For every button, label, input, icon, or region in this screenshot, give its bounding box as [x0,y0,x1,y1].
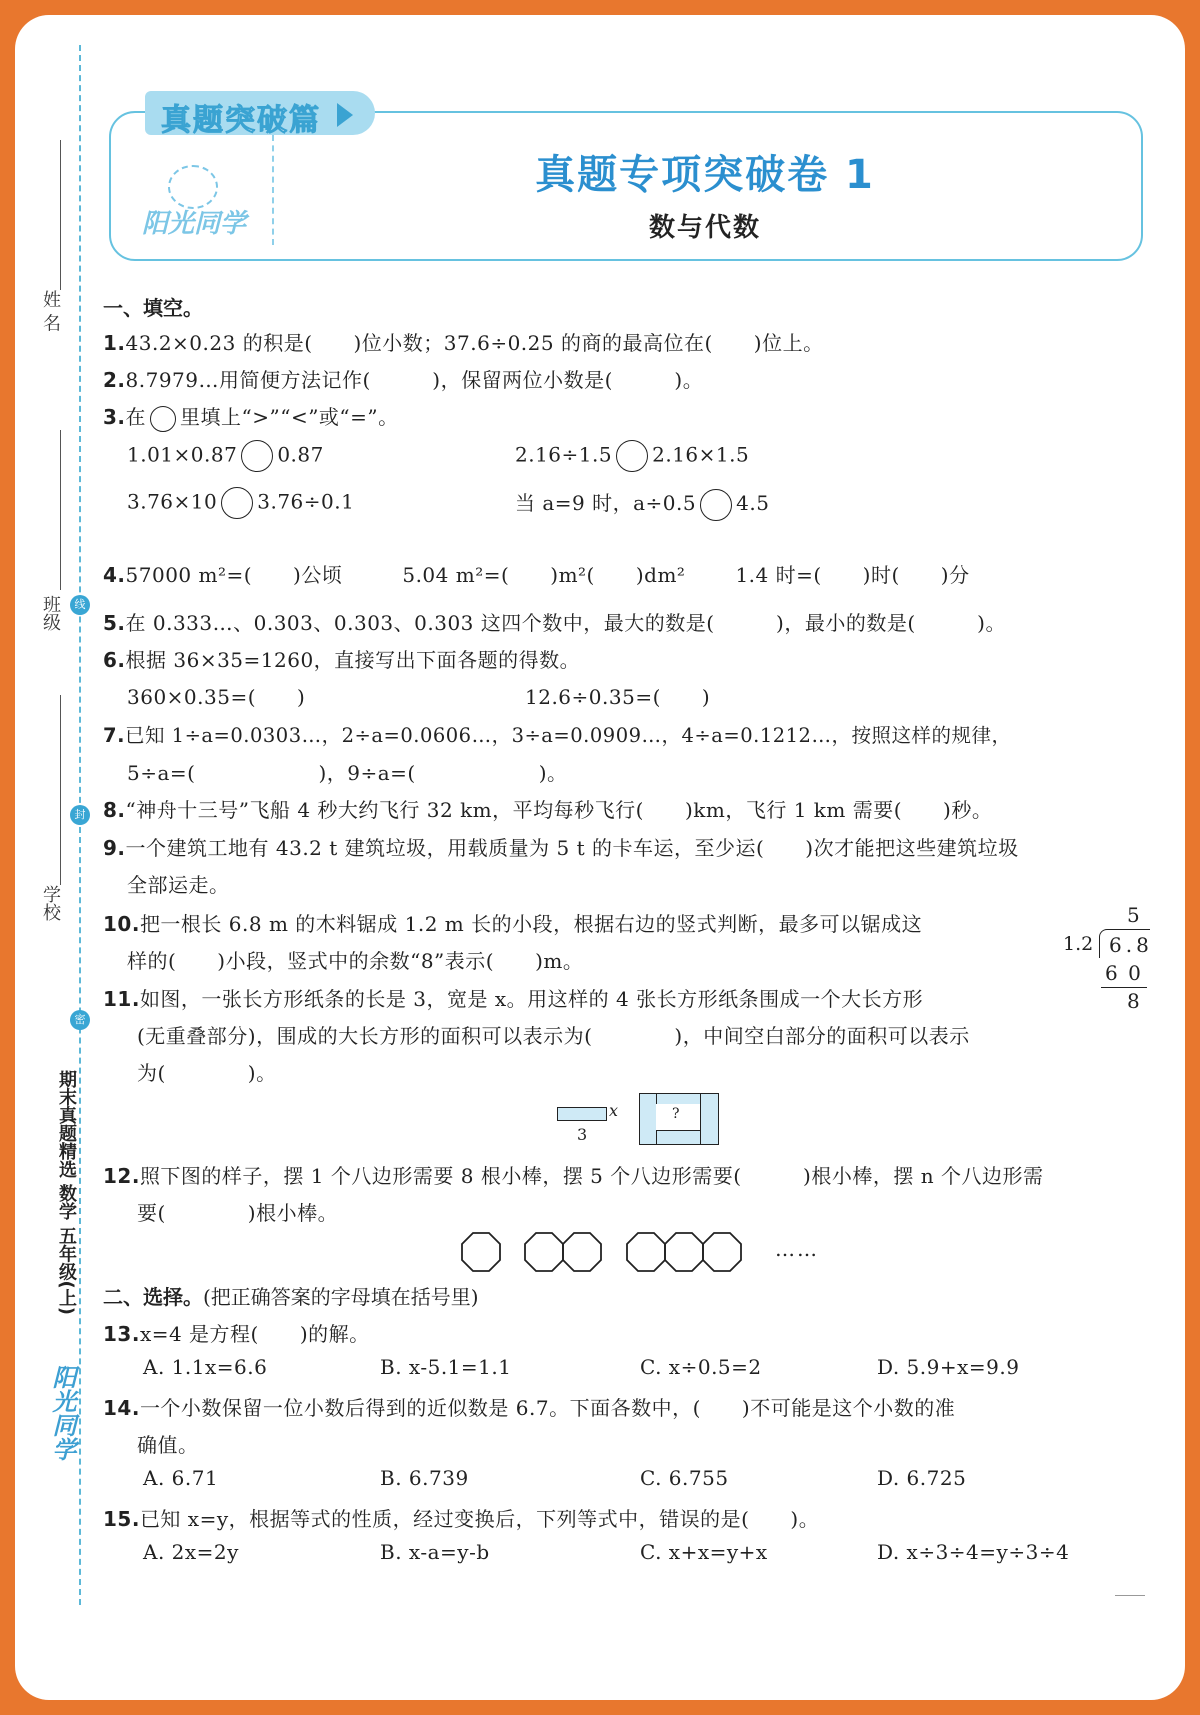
compare-item-3 [127,487,354,519]
question-text: 一个小数保留一位小数后得到的近似数是 6.7。下面各数中，( )不可能是这个小数的准 [139,1396,956,1420]
page-title: 真题专项突破卷 1 [535,152,875,198]
compare-left: 当 a=9 时，a÷0.5 [515,491,697,515]
question-8 [103,794,992,823]
division-quotient: 5 [1127,903,1140,927]
question-15 [103,1503,819,1532]
option-b[interactable]: B. 6.739 [380,1466,469,1490]
question-13 [103,1318,370,1347]
compare-item-4 [515,487,769,521]
question-number: 14. [103,1396,140,1420]
class-write-line [60,430,61,590]
seal-dot-mi: 密 [70,1010,90,1030]
seal-dot-xian: 线 [70,595,90,615]
option-c[interactable]: C. x+x=y+x [640,1540,768,1564]
octagon-shape [627,1233,665,1271]
question-part: 57000 m²=( )公顷 [125,563,343,587]
question-6-expr-2: 12.6÷0.35=( ) [525,685,711,709]
option-b[interactable]: B. x-a=y-b [380,1540,490,1564]
question-10 [103,908,922,937]
book-logo: 阳光同学 [48,1365,76,1461]
question-number: 7. [103,724,125,747]
option-d[interactable]: D. x÷3÷4=y÷3÷4 [877,1540,1070,1564]
octagon-shape [703,1233,741,1271]
question-7 [103,720,1011,748]
octagon-shape [525,1233,563,1271]
answer-circle[interactable] [221,487,253,519]
brand-logo [130,165,260,239]
octagon-shape [563,1233,601,1271]
question-6 [103,644,580,673]
question-number: 6. [103,648,126,672]
question-text-post: 里填上“>”“<”或“=”。 [180,405,399,429]
center-question-mark: ? [672,1106,680,1122]
option-d[interactable]: D. 5.9+x=9.9 [877,1355,1020,1379]
pattern-continue-dots: …… [775,1237,819,1261]
question-number: 12. [103,1164,140,1188]
question-7-line2: 5÷a=( )，9÷a=( )。 [127,761,568,785]
section-heading-choice [103,1281,479,1310]
compare-right: 4.5 [736,491,770,515]
question-text: x=4 是方程( )的解。 [139,1322,370,1346]
question-text: 如图，一张长方形纸条的长是 3，宽是 x。用这样的 4 张长方形纸条围成一个大长方形 [139,987,924,1011]
question-3 [103,401,399,432]
question-text: 根据 36×35=1260，直接写出下面各题的得数。 [125,648,581,672]
question-1 [103,327,824,356]
question-number: 4. [103,563,126,587]
question-12 [103,1160,1043,1189]
strip-length-label: 3 [577,1125,588,1144]
question-number: 11. [103,987,140,1011]
seal-dot-feng: 封 [70,805,90,825]
brand-logo-text: 阳光同学 [142,209,247,239]
school-label: 学校 [40,885,61,921]
question-number: 10. [103,912,140,936]
question-text: 在 0.333…、0.303、0.303、0.303 这四个数中，最大的数是( )，最小的数是( )。 [125,611,1006,635]
question-number: 8. [103,798,126,822]
question-text: “神舟十三号”飞船 4 秒大约飞行 32 km，平均每秒飞行( )km，飞行 1 km 需要( )秒。 [125,798,993,822]
worksheet-page [15,15,1185,1700]
option-b[interactable]: B. x-5.1=1.1 [380,1355,512,1379]
long-division [1055,903,1153,1013]
octagon-pattern [460,1231,790,1275]
class-label: 班级 [40,595,61,631]
section-heading-fill: 一、填空。 [103,296,203,320]
question-number: 5. [103,611,126,635]
question-text: 把一根长 6.8 m 的木料锯成 1.2 m 长的小段，根据右边的竖式判断，最多可以锯成这 [139,912,923,936]
question-12-line2: 要( )根小棒。 [137,1201,339,1225]
question-number: 13. [103,1322,140,1346]
option-a[interactable]: A. 6.71 [143,1466,219,1490]
answer-circle[interactable] [700,489,732,521]
option-c[interactable]: C. x÷0.5=2 [640,1355,762,1379]
question-11-line3: 为( )。 [137,1061,277,1085]
question-text-pre: 在 [125,405,147,429]
question-4 [103,559,970,588]
question-text: 已知 1÷a=0.0303…，2÷a=0.0606…，3÷a=0.0909…，4÷a=0.1212…，按照这样的规律， [124,724,1012,747]
option-a[interactable]: A. 1.1x=6.6 [143,1355,268,1379]
section-note: (把正确答案的字母填在括号里) [203,1285,479,1309]
question-number: 2. [103,368,126,392]
compare-right: 0.87 [277,442,324,467]
question-number: 9. [103,836,126,860]
option-a[interactable]: A. 2x=2y [143,1540,239,1564]
question-14 [103,1392,955,1421]
compare-left: 2.16÷1.5 [515,442,613,467]
division-line [1101,987,1147,988]
answer-circle[interactable] [241,440,273,472]
compare-left: 1.01×0.87 [127,442,238,467]
name-write-line [60,140,61,290]
question-5 [103,607,1006,636]
rectangle-strips-figure [557,1093,757,1153]
question-6-expr-1: 360×0.35=( ) [127,685,306,709]
division-remainder: 8 [1127,989,1140,1013]
big-rectangle [639,1093,719,1145]
question-number: 15. [103,1507,140,1531]
question-9 [103,832,1019,861]
question-14-line2: 确值。 [137,1433,199,1457]
question-10-line2: 样的( )小段，竖式中的余数“8”表示( )m。 [127,949,584,973]
book-name: 期末真题精选 数学 五年级(上) [56,1070,77,1315]
section-heading-text: 二、选择。 [103,1285,203,1309]
question-11-line2: (无重叠部分)，围成的大长方形的面积可以表示为( )，中间空白部分的面积可以表示 [137,1024,970,1048]
answer-circle[interactable] [616,440,648,472]
question-text: 一个建筑工地有 43.2 t 建筑垃圾，用载质量为 5 t 的卡车运，至少运( )次才能把这些建筑垃圾 [125,836,1019,860]
compare-item-1 [127,440,324,472]
question-text: 8.7979…用简便方法记作( )，保留两位小数是( )。 [125,368,704,392]
question-11 [103,983,923,1012]
question-text: 照下图的样子，摆 1 个八边形需要 8 根小棒，摆 5 个八边形需要( )根小棒，摆 n 个八边形需 [139,1164,1044,1188]
play-arrow-icon [337,103,353,127]
name-label: 姓 名 [40,290,61,332]
question-2 [103,364,703,393]
question-number: 1. [103,331,126,355]
school-write-line [60,695,61,885]
compare-right: 3.76÷0.1 [257,489,355,514]
question-text: 43.2×0.23 的积是( )位小数；37.6÷0.25 的商的最高位在( )位上。 [125,331,824,355]
question-9-line2: 全部运走。 [127,873,230,897]
compare-item-2 [515,440,749,472]
page-edge-mark [1115,1595,1145,1596]
question-text: 已知 x=y，根据等式的性质，经过变换后，下列等式中，错误的是( )。 [139,1507,820,1531]
single-strip [557,1107,607,1121]
strip-divider [656,1130,700,1131]
question-part: 1.4 时=( )时( )分 [735,563,970,587]
section-tag-text: 真题突破篇 [161,103,321,138]
octagon-shape [665,1233,703,1271]
page-subtitle: 数与代数 [648,213,761,243]
division-dividend: 6.8 [1109,933,1153,957]
answer-circle[interactable] [150,406,176,432]
strip-divider [700,1094,701,1144]
header-divider [272,135,274,245]
division-product: 6 0 [1105,961,1143,985]
question-number: 3. [103,405,126,429]
question-part: 5.04 m²=( )m²( )dm² [402,563,686,587]
compare-left: 3.76×10 [127,489,218,514]
strip-width-label: x [609,1101,619,1120]
option-c[interactable]: C. 6.755 [640,1466,729,1490]
compare-right: 2.16×1.5 [652,442,750,467]
octagon-shape [462,1233,500,1271]
division-divisor: 1.2 [1063,933,1094,955]
option-d[interactable]: D. 6.725 [877,1466,967,1490]
